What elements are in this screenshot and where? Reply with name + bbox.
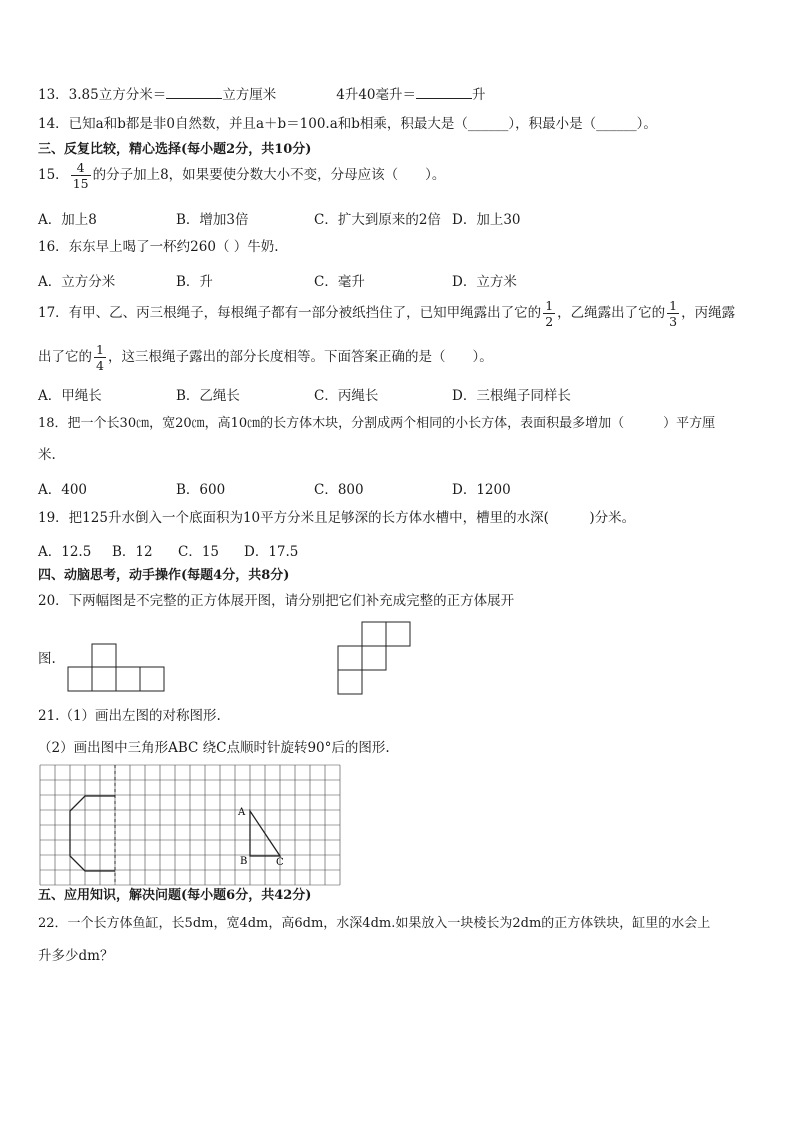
question-21-line-2: （2）画出图中三角形ABC 绕C点顺时针旋转90°后的图形. [38,740,390,756]
net2-square-1 [362,622,386,646]
q17-fraction-3 [94,342,106,373]
q15-option-d[interactable]: D．加上30 [452,212,521,228]
question-20-line-2: 图. [38,651,56,667]
q17-option-b[interactable]: B．乙绳长 [176,388,240,404]
q19-option-a[interactable]: A．12.5 [38,544,92,560]
question-13 [38,84,486,104]
q17-frac1-numerator: 1 [545,298,554,313]
q15-option-a[interactable]: A．加上8 [38,212,97,228]
q17-frac1-denominator: 2 [545,314,554,329]
label-a: A [238,807,246,818]
question-16: 16．东东早上喝了一杯约260（ ）牛奶. [38,239,279,255]
question-14: 14．已知a和b都是非0自然数，并且a＋b＝100.a和b相乘，积最大是（______），积最小是（______）。 [38,116,657,132]
label-c: C [276,857,284,868]
q13-text-4: 升 [472,87,486,103]
question-21-line-1: 21.（1）画出左图的对称图形. [38,708,221,724]
question-22-line-2: 升多少dm？ [38,948,114,964]
question-20-line-1: 20．下两幅图是不完整的正方体展开图，请分别把它们补充成完整的正方体展开 [38,593,515,609]
section-3-heading: 三、反复比较，精心选择(每小题2分，共10分) [38,142,312,157]
q13-blank-1[interactable] [166,84,222,99]
net2-square-5 [338,670,362,694]
q17-frac2-numerator: 1 [669,298,678,313]
question-18-line-1: 18．把一个长30㎝，宽20㎝，高10㎝的长方体木块，分割成两个相同的小长方体，表面积最多增加（ ）平方厘 [38,416,716,431]
q18-option-c[interactable]: C．800 [314,482,364,498]
half-shape [70,796,115,871]
q17-frac2-denominator: 3 [669,314,678,329]
net1-square-top [92,644,116,667]
net1-square-1 [68,667,92,691]
net2-square-3 [338,646,362,670]
q18-option-d[interactable]: D．1200 [452,482,511,498]
net1-square-3 [116,667,140,691]
net1-square-4 [140,667,164,691]
q13-blank-2[interactable] [416,84,472,99]
q13-text-2: 立方厘米 [222,87,277,103]
grid-lines [40,765,340,885]
cube-net-figure-2[interactable] [337,621,413,695]
q15-frac-denominator: 15 [72,176,89,191]
q15-option-b[interactable]: B．增加3倍 [176,212,249,228]
q16-option-b[interactable]: B．升 [176,274,213,290]
q15-frac-numerator: 4 [71,160,91,176]
question-22-line-1: 22．一个长方体鱼缸，长5dm，宽4dm，高6dm，水深4dm.如果放入一块棱长为2dm的正方体铁块，缸里的水会上 [38,916,711,931]
q17-frac3-denominator: 4 [96,358,104,373]
q15-text: 的分子加上8，如果要使分数大小不变，分母应该（ ）。 [92,167,446,183]
q15-number: 15． [38,167,69,183]
question-18-line-2: 米. [38,447,56,463]
q17-text-4: 出了它的 [38,349,92,365]
q16-option-a[interactable]: A．立方分米 [38,274,116,290]
net1-square-2 [92,667,116,691]
q15-fraction [71,160,91,191]
question-19: 19．把125升水倒入一个底面积为10平方分米且足够深的长方体水槽中，槽里的水深( )分米。 [38,510,636,526]
q16-option-d[interactable]: D．立方米 [452,274,517,290]
q19-option-c[interactable]: C．15 [178,544,220,560]
q16-option-c[interactable]: C．毫升 [314,274,365,290]
q17-text-2: ，乙绳露出了它的 [557,305,666,321]
grid-figure[interactable] [40,765,341,885]
q18-option-b[interactable]: B．600 [176,482,226,498]
q15-option-c[interactable]: C．扩大到原来的2倍 [314,212,441,228]
q17-fraction-2 [667,298,679,329]
cube-net-figure-1[interactable] [66,643,166,693]
q19-option-d[interactable]: D．17.5 [244,544,299,560]
q18-option-a[interactable]: A．400 [38,482,88,498]
q13-text-3: 4升40毫升＝ [336,87,417,103]
section-5-heading: 五、应用知识，解决问题(每小题6分，共42分) [38,888,312,903]
section-4-heading: 四、动脑思考，动手操作(每题4分，共8分) [38,568,290,583]
q17-fraction-1 [543,298,555,329]
q17-text-1: 17．有甲、乙、丙三根绳子，每根绳子都有一部分被纸挡住了，已知甲绳露出了它的 [38,305,542,321]
net2-square-2 [386,622,410,646]
q17-frac3-numerator: 1 [96,342,104,357]
label-b: B [240,856,248,867]
question-15 [38,160,445,191]
q17-option-d[interactable]: D．三根绳子同样长 [452,388,571,404]
q17-text-3: ，丙绳露 [681,305,736,321]
question-17-line-1 [38,298,735,329]
question-17-line-2 [38,342,493,373]
q13-text-1: 13．3.85立方分米＝ [38,87,167,103]
net2-square-4 [362,646,386,670]
q17-text-5: ，这三根绳子露出的部分长度相等。下面答案正确的是（ ）。 [107,349,493,365]
q17-option-c[interactable]: C．丙绳长 [314,388,379,404]
q17-option-a[interactable]: A．甲绳长 [38,388,102,404]
q19-option-b[interactable]: B．12 [112,544,153,560]
